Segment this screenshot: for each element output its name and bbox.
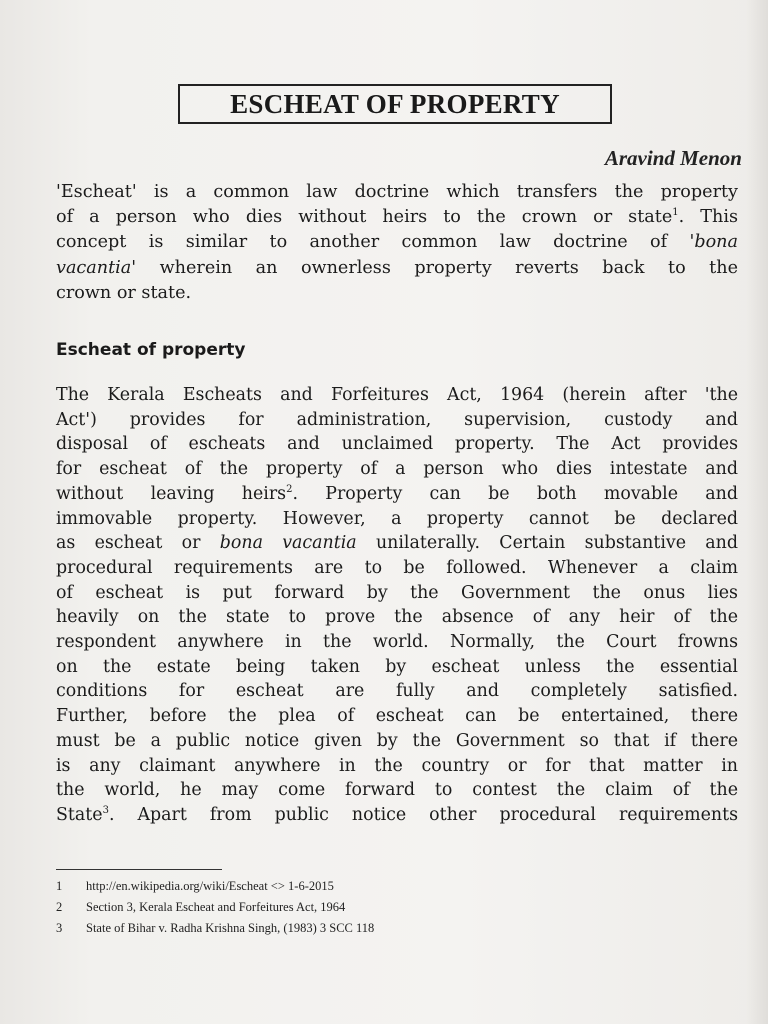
text-run: 'Escheat' is a common law doctrine which transfers the property xyxy=(56,182,738,202)
text-run: on the estate being taken by escheat unless the essential xyxy=(56,656,738,677)
footnotes xyxy=(56,876,696,939)
section-heading: Escheat of property xyxy=(56,340,246,360)
body-line xyxy=(56,729,738,754)
body-line xyxy=(56,531,738,556)
text-run: . Property can be both movable and xyxy=(292,483,738,504)
text-run: respondent anywhere in the world. Normally, the Court frowns xyxy=(56,632,738,653)
text-run: disposal of escheats and unclaimed property. The Act provides xyxy=(56,434,738,455)
footnote-number: 2 xyxy=(56,900,63,914)
text-run: the world, he may come forward to contest the claim of the xyxy=(56,780,738,801)
intro-line xyxy=(56,180,738,205)
footnote-item xyxy=(56,876,696,897)
body-line xyxy=(56,605,738,630)
body-line xyxy=(56,679,738,704)
text-run: as escheat or xyxy=(56,533,220,554)
author-name: Aravind Menon xyxy=(604,146,742,170)
text-run: procedural requirements are to be followed. Whenever a claim xyxy=(56,557,738,578)
footnote-number: 1 xyxy=(56,879,63,893)
body-line xyxy=(56,630,738,655)
intro-line xyxy=(56,230,738,255)
text-run: of escheat is put forward by the Government the onus lies xyxy=(56,582,738,603)
text-run: heavily on the state to prove the absence of any heir of the xyxy=(56,607,738,628)
body-line xyxy=(56,803,738,828)
text-run: crown or state. xyxy=(56,282,192,303)
italic-term: bona vacantia xyxy=(219,533,357,554)
page-edge-shadow xyxy=(746,0,768,1024)
body-line xyxy=(56,655,738,680)
text-run: State xyxy=(56,804,103,825)
body-line xyxy=(56,408,738,433)
body-line xyxy=(56,432,738,457)
text-run: without leaving heirs xyxy=(56,483,287,504)
footnote-divider xyxy=(56,869,222,870)
text-run: unilaterally. Certain substantive and xyxy=(356,533,738,554)
body-line xyxy=(56,482,738,507)
footnote-text: Section 3, Kerala Escheat and Forfeitures Act, 1964 xyxy=(86,900,346,914)
body-line xyxy=(56,556,738,581)
footnote-text: http://en.wikipedia.org/wiki/Escheat <> 1-6-2015 xyxy=(86,879,334,893)
intro-paragraph xyxy=(56,180,738,306)
intro-line xyxy=(56,205,738,230)
italic-term: 'bona xyxy=(689,232,738,253)
text-run: . Apart from public notice other procedural requirements xyxy=(108,804,738,825)
footnote-item xyxy=(56,918,696,939)
text-run: wherein an ownerless property reverts back to the xyxy=(136,257,738,278)
text-run: immovable property. However, a property cannot be declared xyxy=(56,508,738,529)
footnote-ref: 2 xyxy=(286,484,293,496)
text-run: . This xyxy=(678,207,738,228)
body-line xyxy=(56,581,738,606)
text-run: conditions for escheat are fully and completely satisfied. xyxy=(56,681,738,702)
text-run: concept is similar to another common law doctrine of xyxy=(56,232,690,253)
text-run: The Kerala Escheats and Forfeitures Act, 1964 (herein after 'the xyxy=(56,385,738,405)
text-run: must be a public notice given by the Government so that if there xyxy=(56,730,738,751)
text-run: is any claimant anywhere in the country or for that matter in xyxy=(56,755,738,776)
text-run: Act') provides for administration, supervision, custody and xyxy=(56,409,738,430)
footnote-item xyxy=(56,897,696,918)
body-line xyxy=(56,457,738,482)
intro-line xyxy=(56,281,738,306)
body-line xyxy=(56,507,738,532)
footnote-number: 3 xyxy=(56,921,63,935)
footnote-text: State of Bihar v. Radha Krishna Singh, (1983) 3 SCC 118 xyxy=(86,921,375,935)
italic-term: vacantia' xyxy=(56,257,137,278)
text-run: Further, before the plea of escheat can be entertained, there xyxy=(56,706,738,727)
body-line xyxy=(56,754,738,779)
body-paragraph xyxy=(56,383,738,828)
article-title: ESCHEAT OF PROPERTY xyxy=(230,88,560,119)
footnote-ref: 1 xyxy=(672,207,679,219)
body-line xyxy=(56,778,738,803)
title-box xyxy=(178,84,612,124)
intro-line xyxy=(56,256,738,281)
footnote-ref: 3 xyxy=(102,805,109,817)
body-line xyxy=(56,704,738,729)
body-line xyxy=(56,383,738,408)
text-run: for escheat of the property of a person who dies intestate and xyxy=(56,459,738,480)
text-run: of a person who dies without heirs to the crown or state xyxy=(56,207,673,228)
